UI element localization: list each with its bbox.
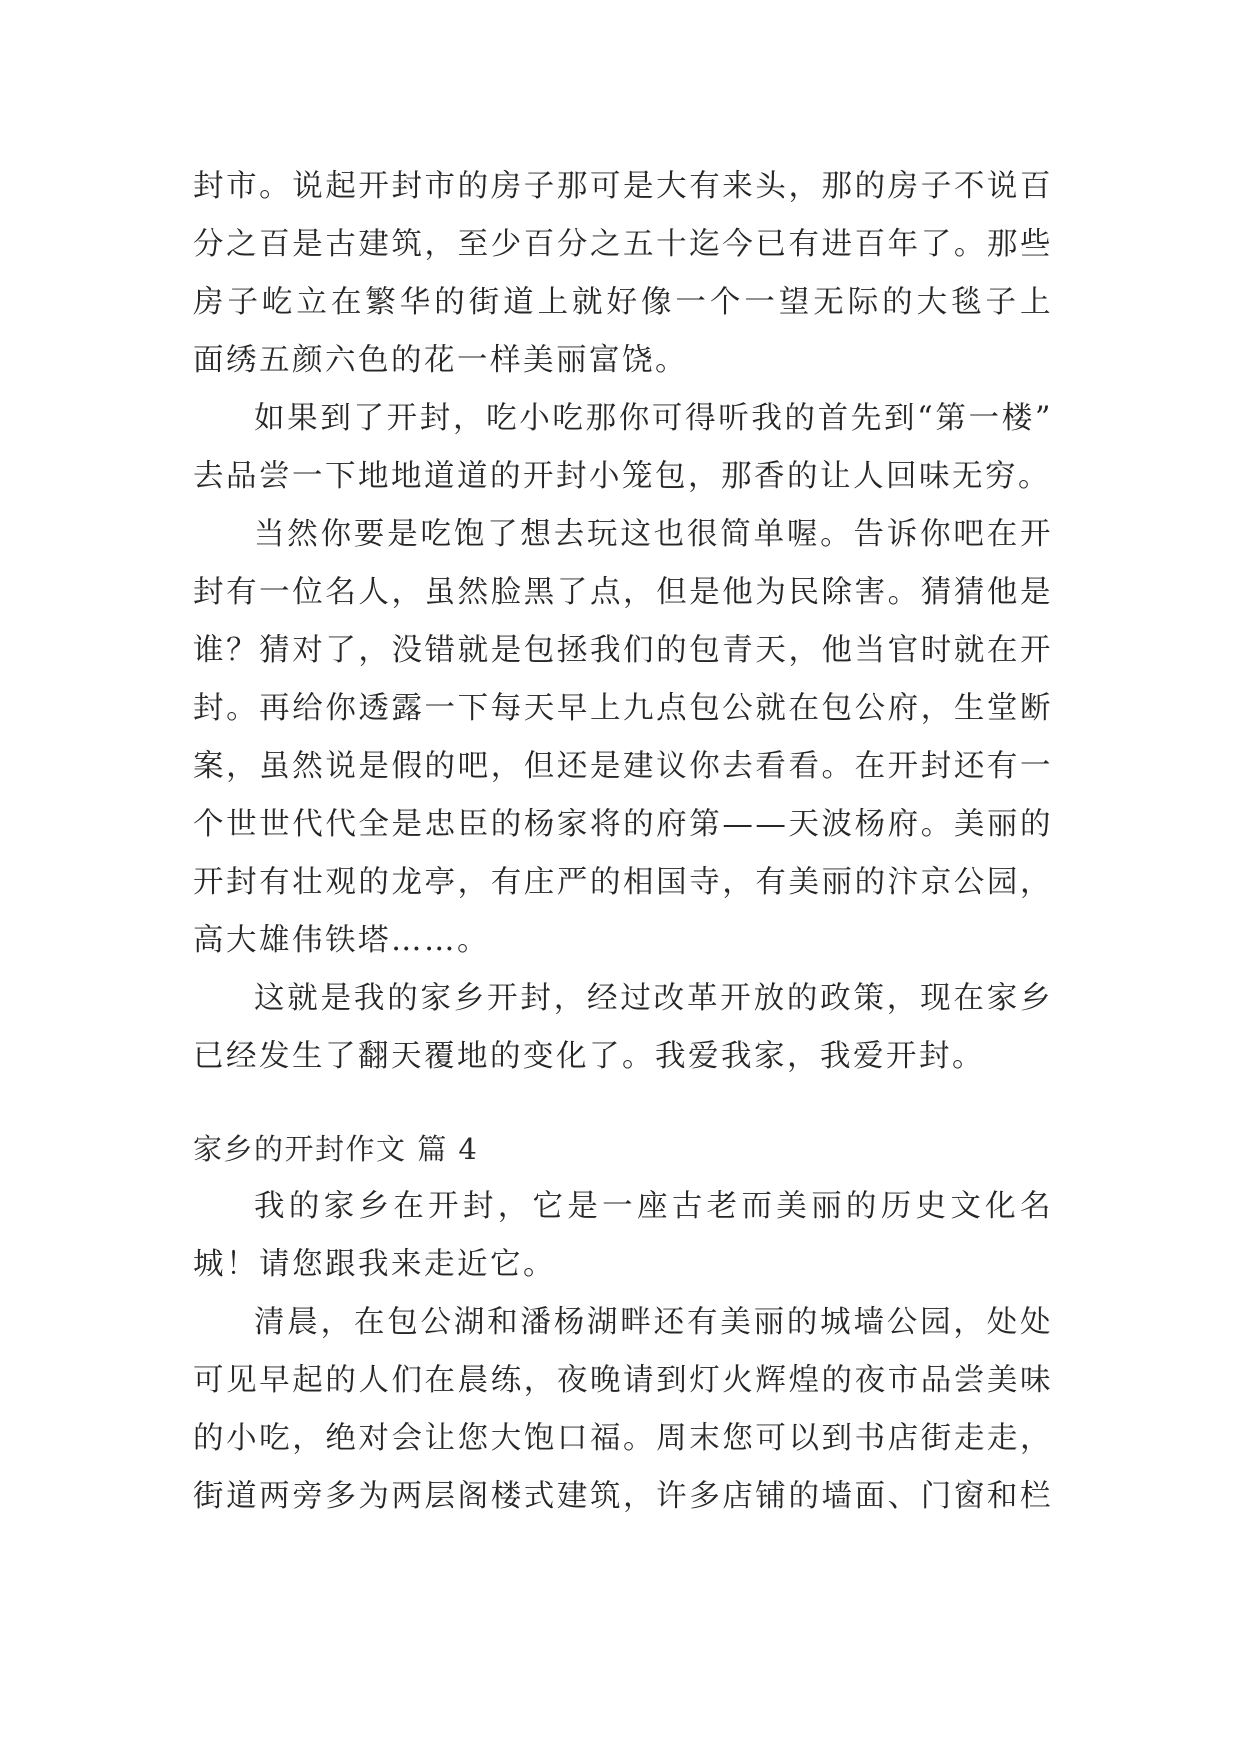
text-line: 清晨，在包公湖和潘杨湖畔还有美丽的城墙公园，处处 <box>254 1305 1053 1340</box>
text-line: 城！请您跟我来走近它。 <box>193 1247 556 1282</box>
paragraph-p1 <box>193 158 1053 390</box>
text-line: 这就是我的家乡开封，经过改革开放的政策，现在家乡 <box>254 981 1053 1016</box>
text-line: 我的家乡在开封，它是一座古老而美丽的历史文化名 <box>254 1189 1053 1224</box>
paragraph-p3 <box>193 506 1053 970</box>
text-line: 封。再给你透露一下每天早上九点包公就在包公府，生堂断 <box>193 691 1053 726</box>
text-line: 高大雄伟铁塔……。 <box>193 923 490 958</box>
document-body <box>193 158 1053 1526</box>
text-line: 分之百是古建筑，至少百分之五十迄今已有进百年了。那些 <box>193 227 1053 262</box>
text-line: 当然你要是吃饱了想去玩这也很简单喔。告诉你吧在开 <box>254 517 1053 552</box>
text-line: 去品尝一下地地道道的开封小笼包，那香的让人回味无穷。 <box>193 459 1051 494</box>
text-line: 已经发生了翻天覆地的变化了。我爱我家，我爱开封。 <box>193 1039 985 1074</box>
text-line: 谁？猜对了，没错就是包拯我们的包青天，他当官时就在开 <box>193 633 1053 668</box>
paragraph-s1 <box>193 1178 1053 1294</box>
text-line: 开封有壮观的龙亭，有庄严的相国寺，有美丽的汴京公园， <box>193 865 1053 900</box>
paragraph-p2 <box>193 390 1053 506</box>
text-line: 案，虽然说是假的吧，但还是建议你去看看。在开封还有一 <box>193 749 1053 784</box>
section-heading: 家乡的开封作文 篇 4 <box>193 1132 479 1166</box>
text-line: 个世世代代全是忠臣的杨家将的府第——天波杨府。美丽的 <box>193 807 1053 842</box>
text-line: 面绣五颜六色的花一样美丽富饶。 <box>193 343 688 378</box>
text-line: 封有一位名人，虽然脸黑了点，但是他为民除害。猜猜他是 <box>193 575 1053 610</box>
text-line: 的小吃，绝对会让您大饱口福。周末您可以到书店街走走， <box>193 1421 1053 1456</box>
text-line: 街道两旁多为两层阁楼式建筑，许多店铺的墙面、门窗和栏 <box>193 1479 1053 1514</box>
text-line: 可见早起的人们在晨练，夜晚请到灯火辉煌的夜市品尝美味 <box>193 1363 1053 1398</box>
paragraph-p4 <box>193 970 1053 1086</box>
text-line: 封市。说起开封市的房子那可是大有来头，那的房子不说百 <box>193 169 1053 204</box>
paragraph-s2 <box>193 1294 1053 1526</box>
text-line: 如果到了开封，吃小吃那你可得听我的首先到“第一楼” <box>254 401 1053 436</box>
text-line: 房子屹立在繁华的街道上就好像一个一望无际的大毯子上 <box>193 285 1053 320</box>
